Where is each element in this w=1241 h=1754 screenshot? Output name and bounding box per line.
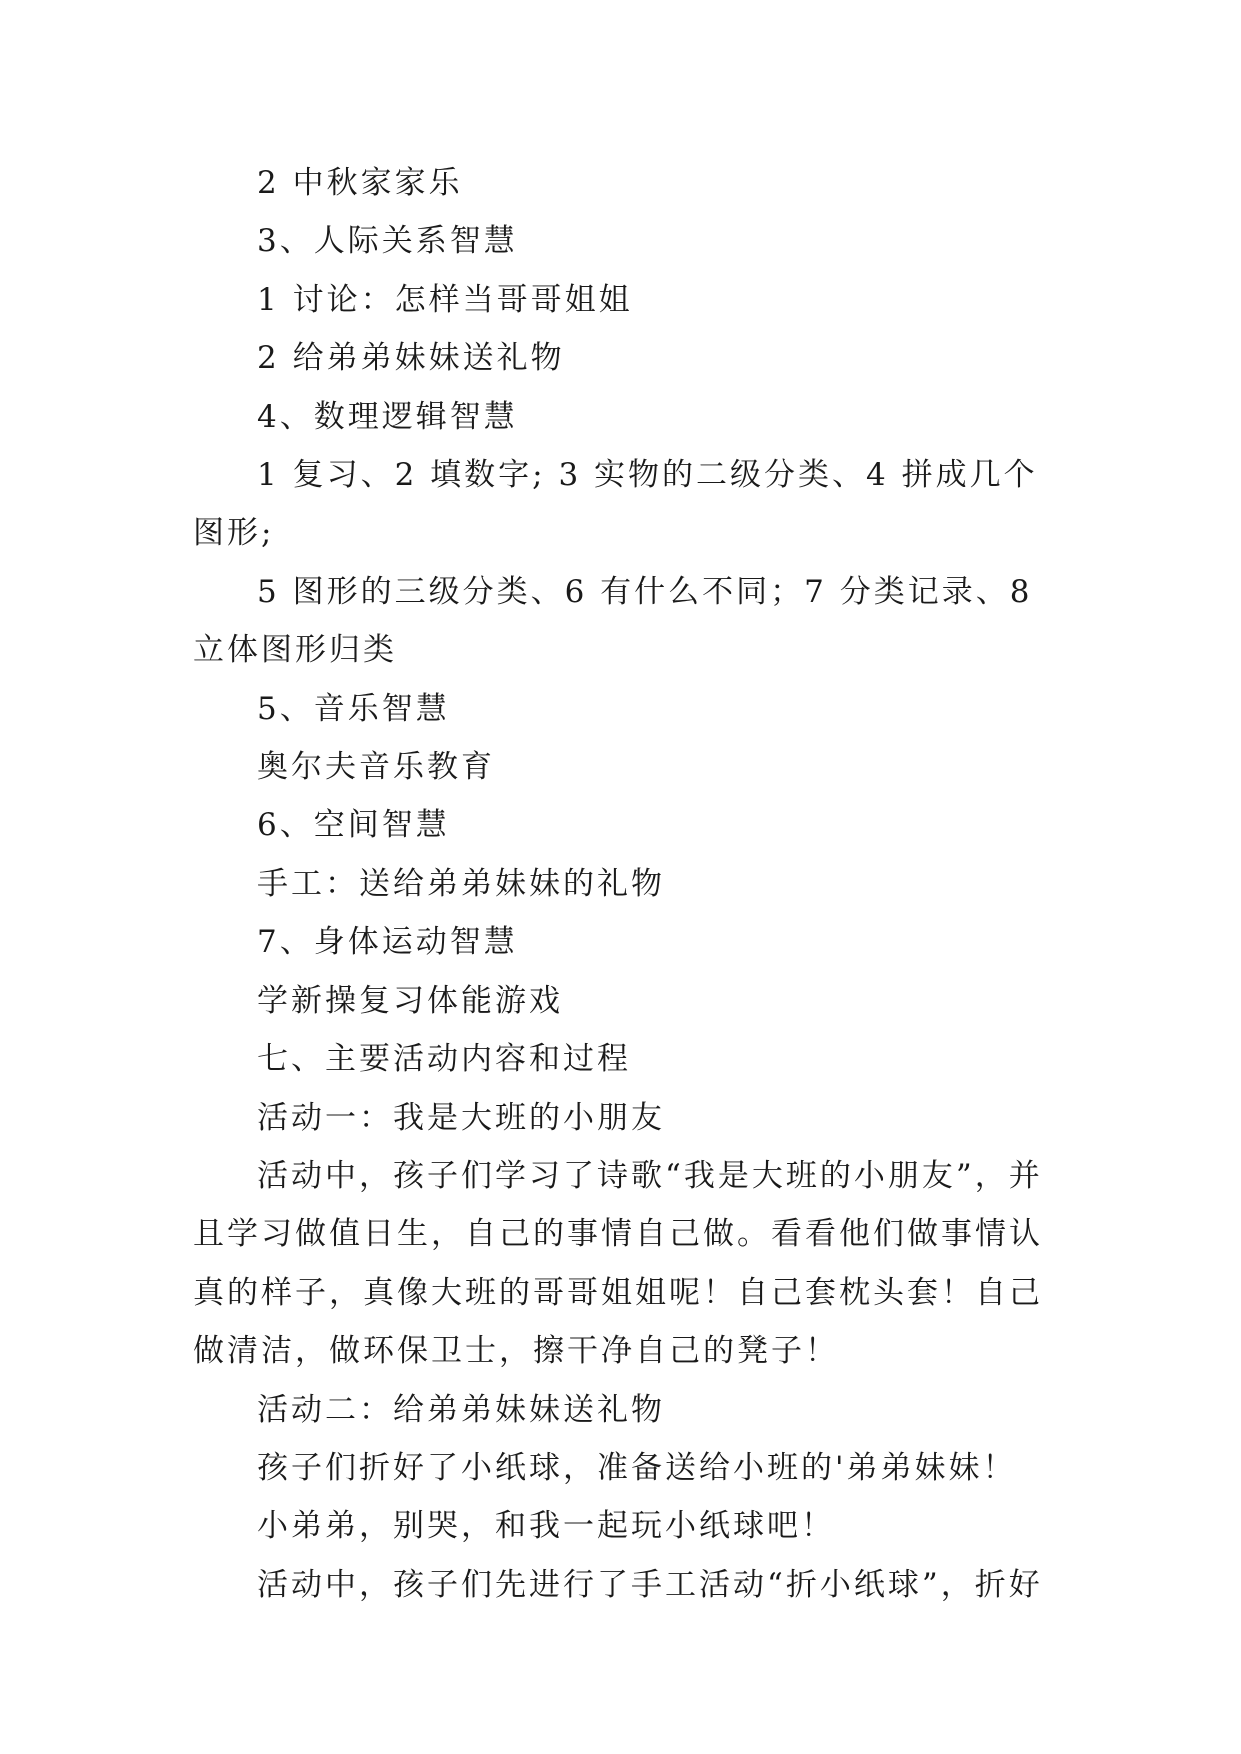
paragraph: 孩子们折好了小纸球，准备送给小班的'弟弟妹妹！: [257, 1449, 1017, 1486]
paragraph: 活动一：我是大班的小朋友: [257, 1099, 665, 1136]
document-body: [193, 154, 1053, 1614]
paragraph: 5、音乐智慧: [257, 690, 450, 727]
paragraph: 6、空间智慧: [257, 807, 450, 844]
paragraph: 3、人际关系智慧: [257, 223, 518, 260]
paragraph: 4、数理逻辑智慧: [257, 398, 518, 435]
paragraph: 学新操复习体能游戏: [257, 982, 563, 1019]
paragraph: 1 复习、2 填数字; 3 实物的二级分类、4 拼成几个图形;: [193, 457, 1038, 552]
paragraph: 5 图形的三级分类、6 有什么不同；7 分类记录、8 立体图形归类: [193, 573, 1033, 669]
paragraph: 活动中，孩子们学习了诗歌“我是大班的小朋友”，并且学习做值日生，自己的事情自己做。看看他们做事情认真的样子，真像大班的哥哥姐姐呢！自己套枕头套！自己做清洁，做环保卫士，擦干净自己的凳子！: [193, 1157, 1043, 1370]
paragraph: 2 给弟弟妹妹送礼物: [257, 340, 565, 377]
paragraph: 小弟弟，别哭，和我一起玩小纸球吧！: [257, 1508, 835, 1545]
paragraph: 2 中秋家家乐: [257, 165, 463, 201]
paragraph: 手工：送给弟弟妹妹的礼物: [257, 865, 665, 902]
paragraph: 奥尔夫音乐教育: [257, 749, 495, 786]
paragraph: 7、身体运动智慧: [257, 924, 518, 961]
paragraph: 七、主要活动内容和过程: [257, 1041, 631, 1078]
paragraph: 活动中，孩子们先进行了手工活动“折小纸球”，折好: [257, 1566, 1043, 1603]
paragraph: 1 讨论：怎样当哥哥姐姐: [257, 281, 633, 318]
paragraph: 活动二：给弟弟妹妹送礼物: [257, 1391, 665, 1428]
